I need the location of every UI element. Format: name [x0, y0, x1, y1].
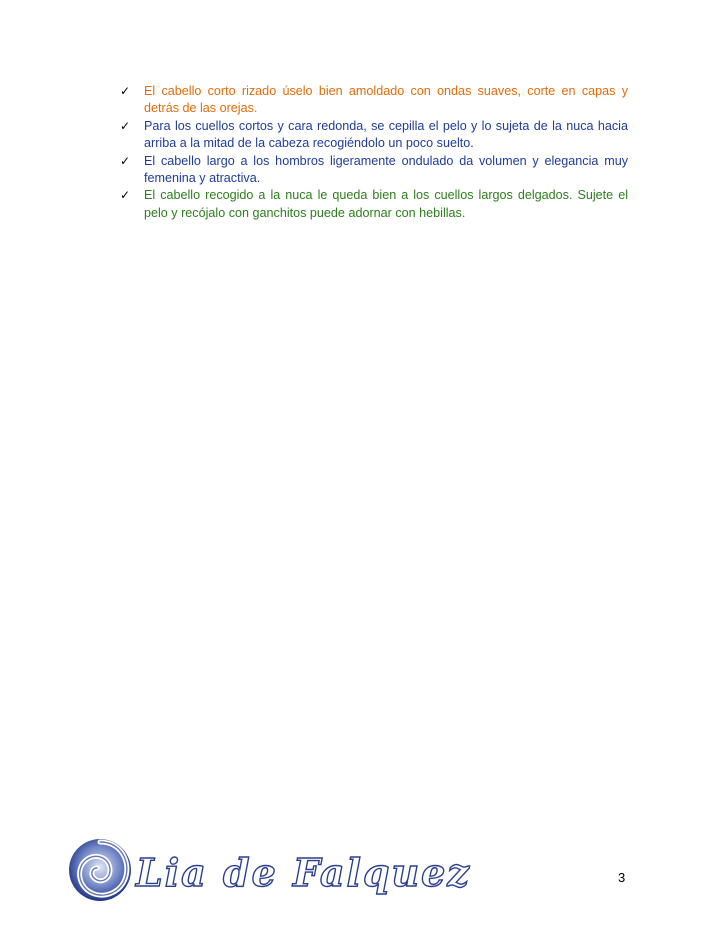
list-item [120, 153, 628, 188]
bullet-text: Para los cuellos cortos y cara redonda, se cepilla el pelo y lo sujeta de la nuca hacia arriba a la mitad de la cabeza recogiéndolo un poco suelto. [144, 118, 628, 151]
page-number: 3 [618, 870, 626, 885]
spiral-swirl-icon [66, 836, 134, 904]
bullet-text: El cabello largo a los hombros ligeramente ondulado da volumen y elegancia muy femenina y atractiva. [144, 153, 628, 186]
logo-text: Lia de Falquez [136, 850, 471, 895]
check-mark-icon: ✓ [120, 153, 131, 168]
list-item [120, 118, 628, 153]
list-item [120, 187, 628, 222]
check-mark-icon: ✓ [120, 188, 131, 203]
footer-logo [66, 836, 471, 904]
list-item [120, 83, 628, 118]
bullet-list [120, 83, 628, 222]
bullet-text: El cabello corto rizado úselo bien amoldado con ondas suaves, corte en capas y detrás de las orejas. [144, 84, 628, 116]
bullet-text: El cabello recogido a la nuca le queda bien a los cuellos largos delgados. Sujete el pelo y recójalo con ganchitos puede adornar con hebillas. [144, 188, 628, 220]
check-mark-icon: ✓ [120, 84, 131, 98]
check-mark-icon: ✓ [120, 118, 131, 133]
